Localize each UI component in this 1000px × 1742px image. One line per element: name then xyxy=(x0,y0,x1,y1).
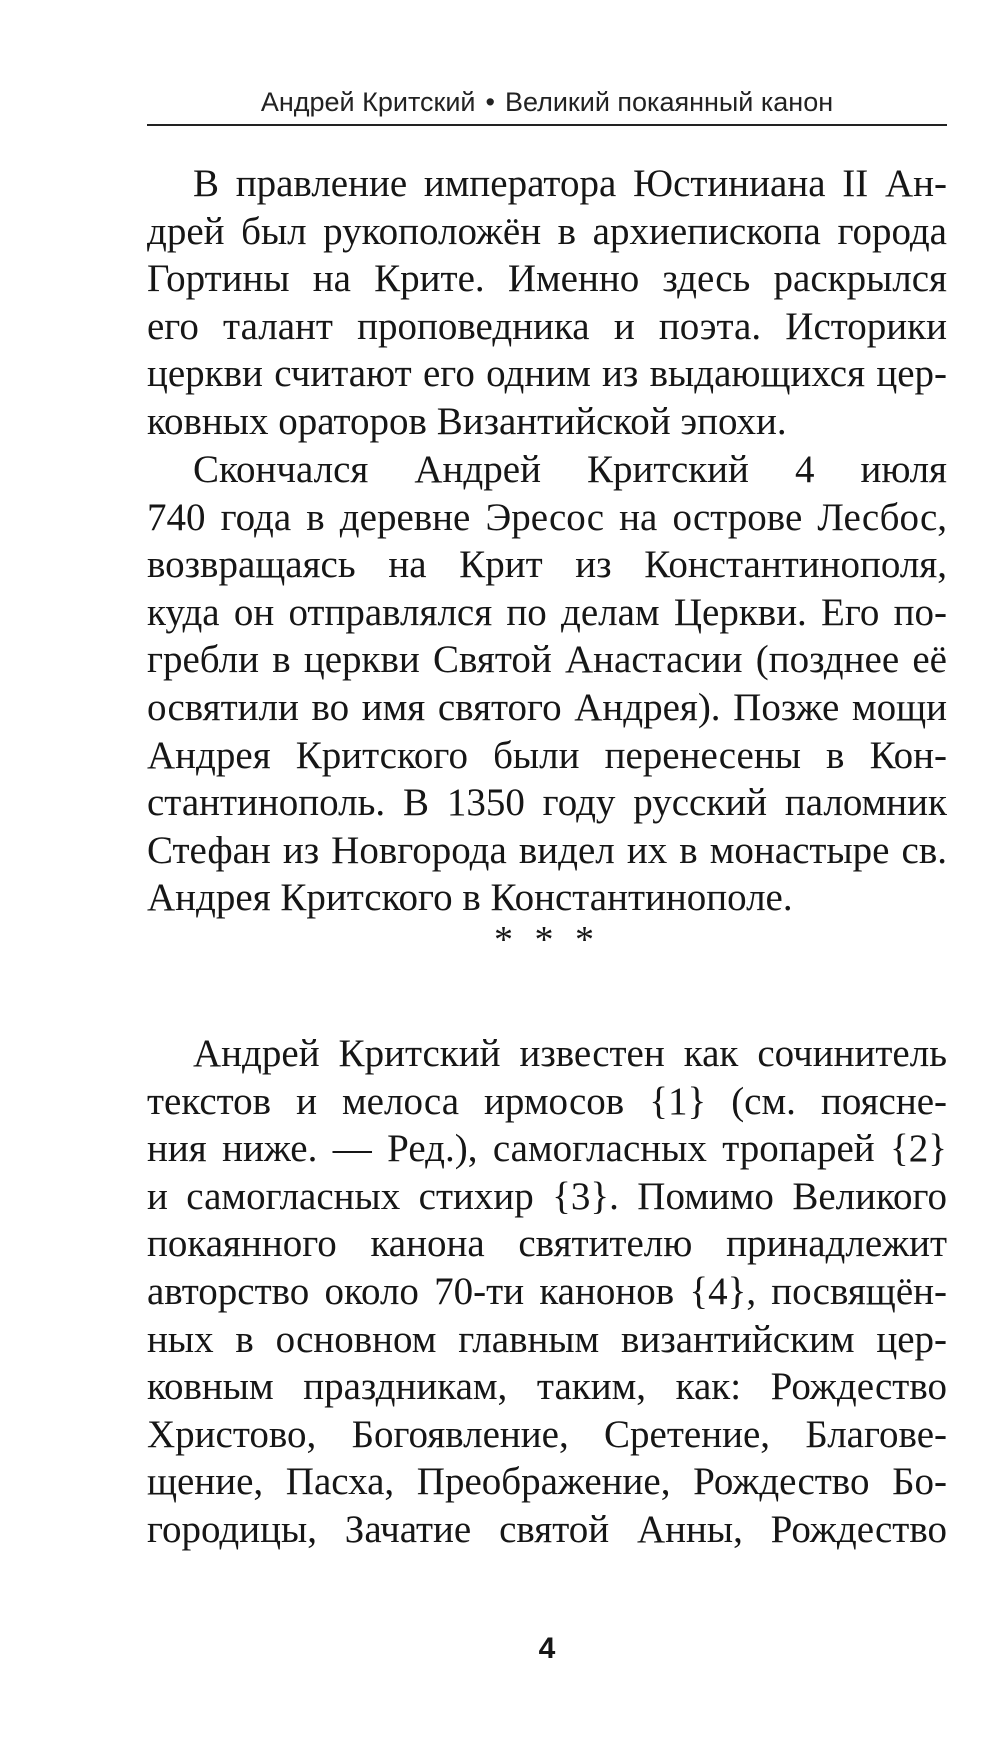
text-line: ковных ораторов Византийской эпохи. xyxy=(147,399,787,443)
text-line: покаянного канона святителю принадлежит xyxy=(147,1222,947,1266)
running-header xyxy=(147,84,947,120)
text-line: авторство около 70-ти канонов {4}, посвящён- xyxy=(147,1269,947,1313)
header-author: Андрей Критский xyxy=(260,87,476,117)
paragraph-3 xyxy=(147,1030,947,1554)
text-line: и самогласных стихир {3}. Помимо Великого xyxy=(147,1174,947,1218)
text-line: Стефан из Новгорода видел их в монастыре св. xyxy=(147,828,947,872)
text-line: возвращаясь на Крит из Константинополя, xyxy=(147,543,947,587)
text-line: щение, Пасха, Преображение, Рождество Бо- xyxy=(147,1460,947,1504)
header-separator: • xyxy=(485,87,495,117)
text-line: церкви считают его одним из выдающихся цер- xyxy=(147,352,947,396)
text-line: В правление императора Юстиниана II Ан- xyxy=(193,162,947,205)
text-line: ковным праздникам, таким, как: Рождество xyxy=(147,1365,947,1409)
text-line: его талант проповедника и поэта. Историки xyxy=(147,304,947,348)
page-number: 4 xyxy=(538,1632,556,1665)
text-line: стантинополь. В 1350 году русский паломник xyxy=(147,781,947,825)
text-line: ных в основном главным византийским цер- xyxy=(147,1317,947,1361)
paragraph-2 xyxy=(147,446,947,922)
text-line: Андрея Критского в Константинополе. xyxy=(147,876,793,920)
text-line: гребли в церкви Святой Анастасии (позднее её xyxy=(147,638,947,682)
text-line: освятили во имя святого Андрея). Позже мощи xyxy=(147,685,947,729)
text-line: 740 года в деревне Эресос на острове Лесбос, xyxy=(147,495,947,539)
text-line: городицы, Зачатие святой Анны, Рождество xyxy=(147,1507,947,1551)
text-line: Христово, Богоявление, Сретение, Благове- xyxy=(147,1412,947,1456)
text-line: ния ниже. — Ред.), самогласных тропарей {2} xyxy=(147,1127,947,1171)
paragraph-1 xyxy=(147,160,947,446)
header-rule xyxy=(147,124,947,126)
text-line: текстов и мелоса ирмосов {1} (см. поясне- xyxy=(147,1079,947,1123)
header-title: Великий покаянный канон xyxy=(504,87,834,117)
text-line: Андрей Критский известен как сочинитель xyxy=(193,1032,947,1075)
text-line: Скончался Андрей Критский 4 июля xyxy=(193,448,947,491)
section-separator-stars: * * * xyxy=(494,919,600,961)
text-line: Андрея Критского были перенесены в Кон- xyxy=(147,733,947,777)
text-line: куда он отправлялся по делам Церкви. Его по- xyxy=(147,590,947,634)
text-line: Гортины на Крите. Именно здесь раскрылся xyxy=(147,257,947,301)
text-line: дрей был рукоположён в архиепископа города xyxy=(147,209,947,253)
